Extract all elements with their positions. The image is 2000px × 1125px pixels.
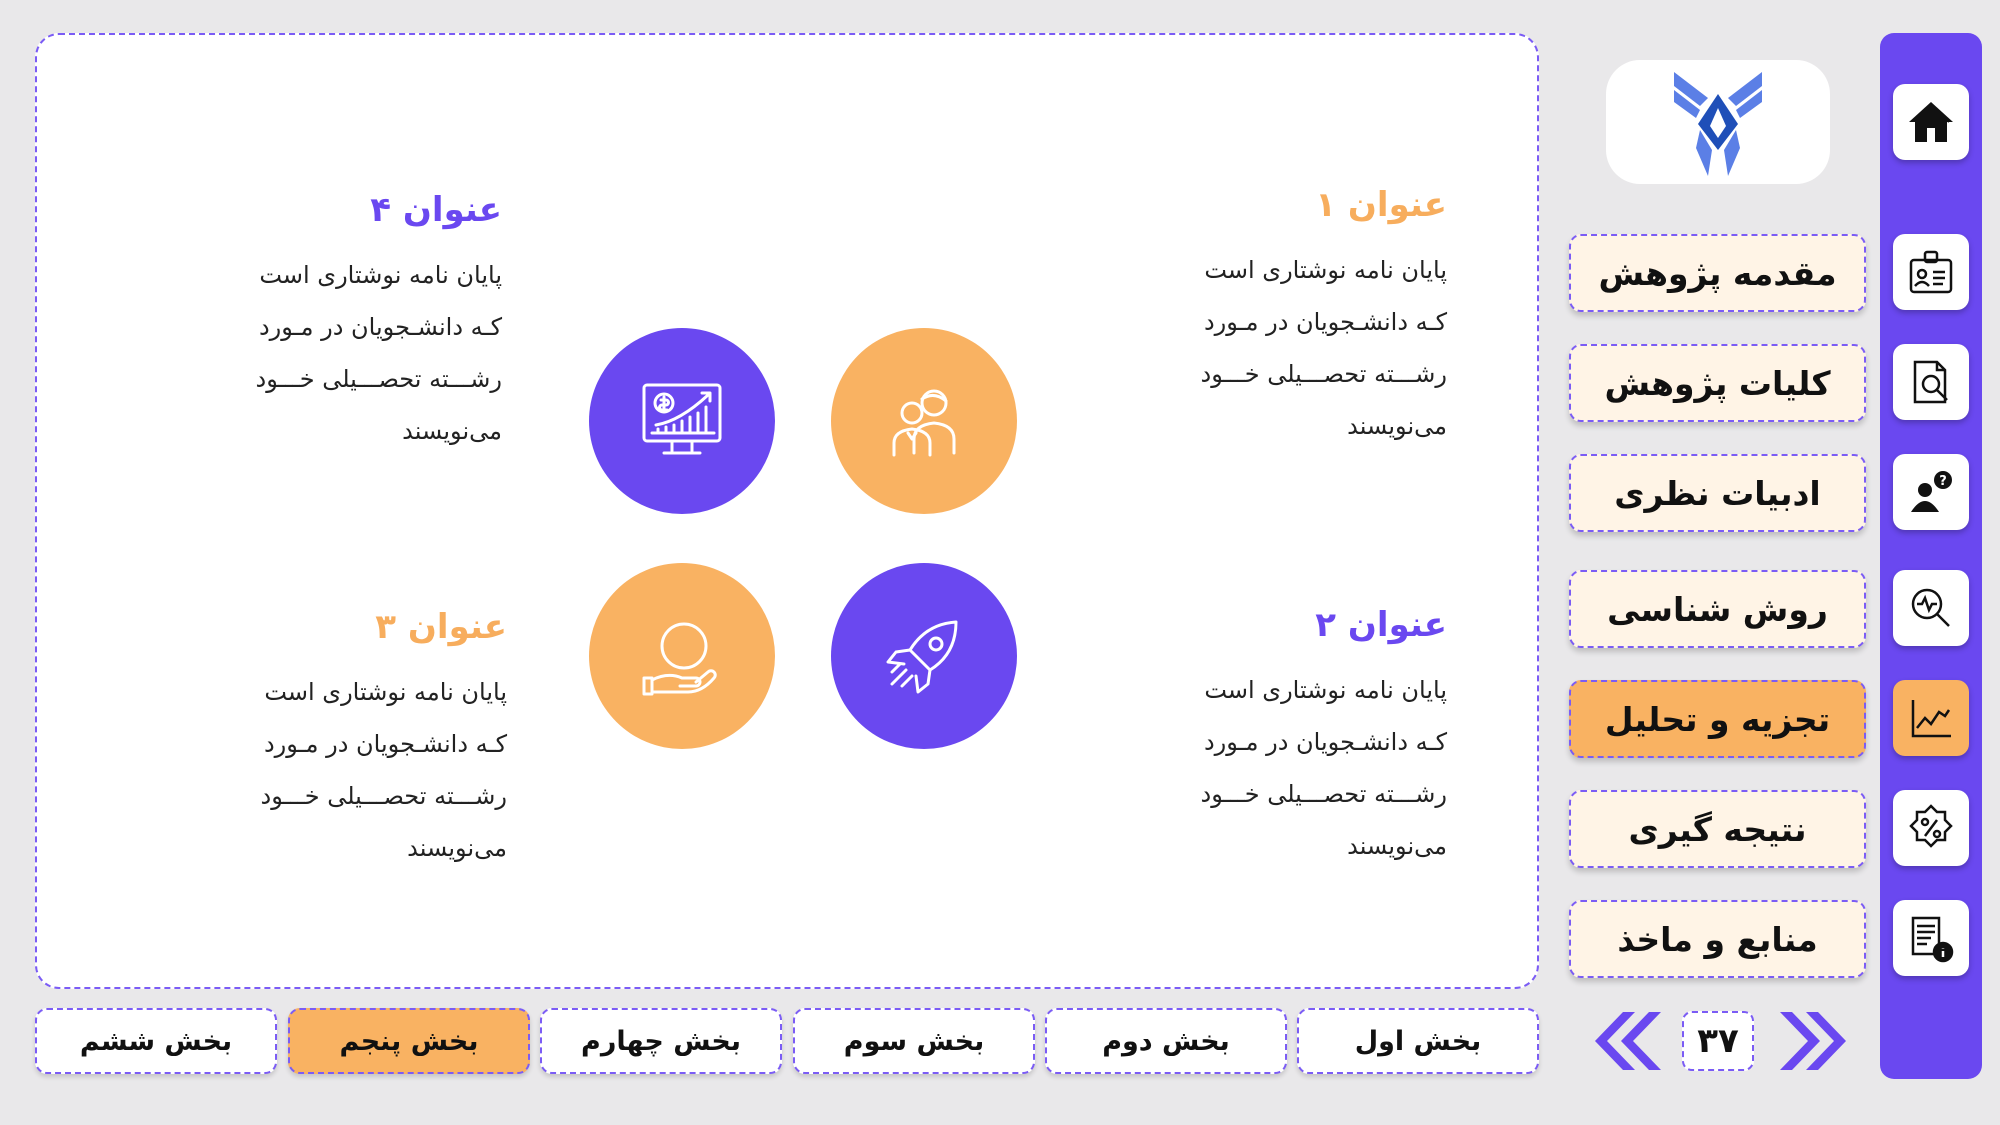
content-panel	[35, 33, 1539, 989]
block-1-title: عنوان ۱	[1315, 185, 1447, 225]
block-title-2	[1077, 605, 1447, 872]
block-title-4	[132, 190, 502, 457]
menu-item-introduction[interactable]: مقدمه پژوهش	[1569, 234, 1866, 312]
side-button-methodology[interactable]	[1893, 570, 1969, 646]
id-card-icon	[1905, 246, 1957, 298]
rocket-icon	[831, 563, 1017, 749]
block-2-title: عنوان ۲	[1315, 605, 1447, 645]
previous-page-icon[interactable]	[1583, 1008, 1663, 1074]
side-button-generalities[interactable]	[1893, 344, 1969, 420]
tab-section-2[interactable]: بخش دوم	[1045, 1008, 1287, 1074]
block-title-3	[137, 607, 507, 874]
user-question-icon	[1905, 466, 1957, 518]
page-navigation	[1580, 1008, 1852, 1074]
percent-badge-icon	[1905, 802, 1957, 854]
magnifier-pulse-icon	[1905, 582, 1957, 634]
svg-text:?: ?	[1939, 474, 1947, 489]
hand-coin-icon	[589, 563, 775, 749]
menu-item-literature[interactable]: ادبیات نظری	[1569, 454, 1866, 532]
tab-section-3[interactable]: بخش سوم	[793, 1008, 1035, 1074]
document-search-icon	[1905, 356, 1957, 408]
side-button-conclusion[interactable]	[1893, 790, 1969, 866]
block-title-1	[1077, 185, 1447, 452]
tab-section-1[interactable]: بخش اول	[1297, 1008, 1539, 1074]
menu-item-conclusion[interactable]: نتیجه گیری	[1569, 790, 1866, 868]
monitor-chart-icon	[589, 328, 775, 514]
menu-item-generalities[interactable]: کلیات پژوهش	[1569, 344, 1866, 422]
side-button-literature[interactable]	[1893, 454, 1969, 530]
side-button-references[interactable]	[1893, 900, 1969, 976]
line-chart-icon	[1905, 692, 1957, 744]
tab-section-4[interactable]: بخش چهارم	[540, 1008, 782, 1074]
block-2-body: پایان نامه نوشتاری است کـه دانشـجویان در مـورد رشـــته تحصـــیلی خـــود می‌نویسند	[1200, 675, 1447, 860]
university-logo	[1606, 60, 1830, 184]
section-tabs	[35, 1008, 1539, 1074]
block-4-title: عنوان ۴	[370, 190, 502, 230]
block-1-body: پایان نامه نوشتاری است کـه دانشـجویان در مـورد رشـــته تحصـــیلی خـــود می‌نویسند	[1200, 255, 1447, 440]
block-3-body: پایان نامه نوشتاری است کـه دانشـجویان در مـورد رشـــته تحصـــیلی خـــود می‌نویسند	[260, 677, 507, 862]
home-button[interactable]	[1893, 84, 1969, 160]
team-icon	[831, 328, 1017, 514]
document-info-icon	[1905, 912, 1957, 964]
page-number: ۳۷	[1682, 1011, 1754, 1071]
tab-section-5[interactable]: بخش پنجم	[288, 1008, 530, 1074]
home-icon	[1905, 96, 1957, 148]
block-3-title: عنوان ۳	[375, 607, 507, 647]
next-page-icon[interactable]	[1778, 1008, 1858, 1074]
menu-item-analysis[interactable]: تجزیه و تحلیل	[1569, 680, 1866, 758]
logo-emblem-icon	[1670, 64, 1766, 180]
menu-item-methodology[interactable]: روش شناسی	[1569, 570, 1866, 648]
menu-item-references[interactable]: منابع و ماخذ	[1569, 900, 1866, 978]
side-button-introduction[interactable]	[1893, 234, 1969, 310]
tab-section-6[interactable]: بخش ششم	[35, 1008, 277, 1074]
side-button-analysis[interactable]	[1893, 680, 1969, 756]
block-4-body: پایان نامه نوشتاری است کـه دانشـجویان در مـورد رشـــته تحصـــیلی خـــود می‌نویسند	[255, 260, 502, 445]
